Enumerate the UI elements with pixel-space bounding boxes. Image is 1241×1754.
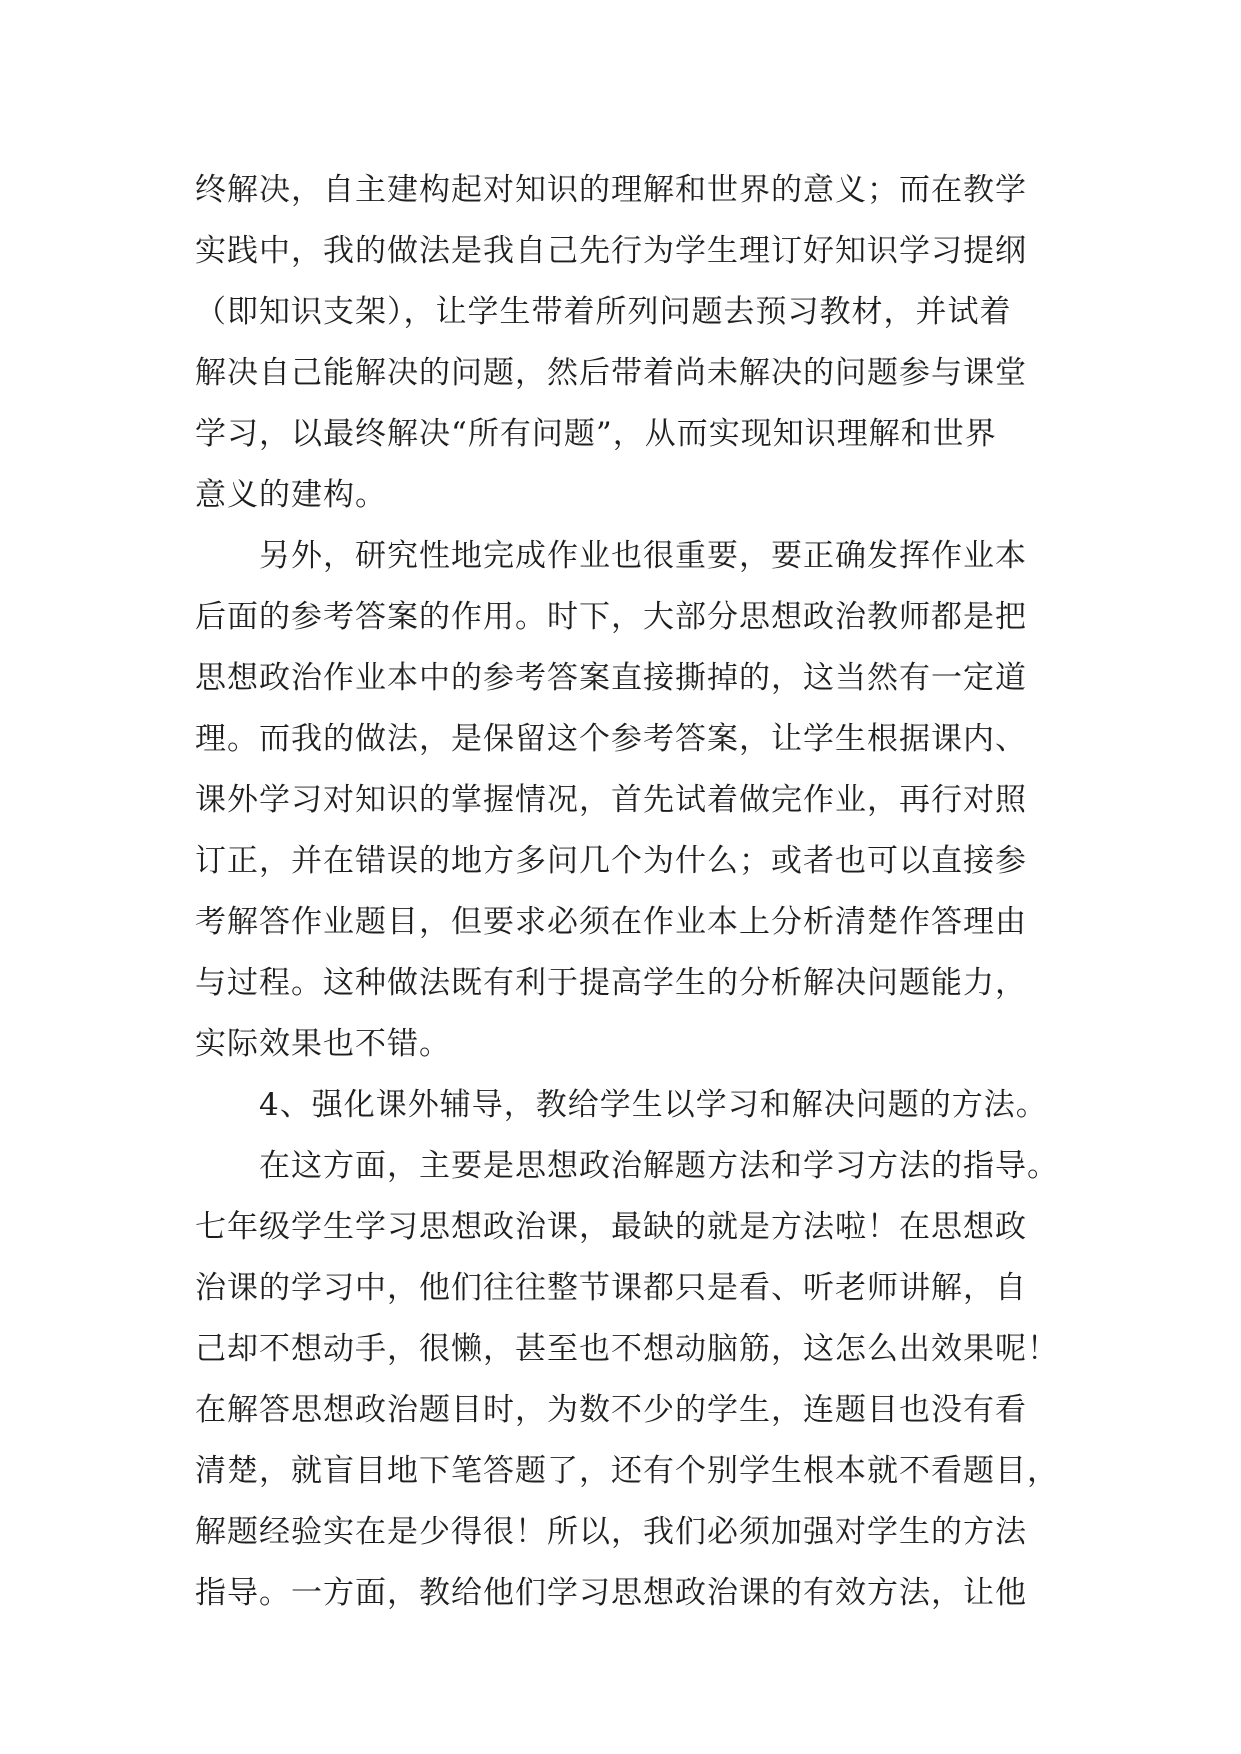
text-line: 与过程。这种做法既有利于提高学生的分析解决问题能力， bbox=[195, 965, 1027, 1001]
section-heading: 4、强化课外辅导，教给学生以学习和解决问题的方法。 bbox=[195, 1087, 1048, 1123]
text-line: 课外学习对知识的掌握情况，首先试着做完作业，再行对照 bbox=[195, 782, 1027, 818]
body-text bbox=[195, 160, 1059, 1624]
text-line: 另外，研究性地完成作业也很重要，要正确发挥作业本 bbox=[195, 538, 1027, 574]
text-line: 治课的学习中，他们往往整节课都只是看、听老师讲解，自 bbox=[195, 1270, 1027, 1306]
text-line: 解题经验实在是少得很！所以，我们必须加强对学生的方法 bbox=[195, 1514, 1027, 1550]
text-line: 学习，以最终解决“所有问题”，从而实现知识理解和世界 bbox=[195, 416, 997, 452]
text-line: 在解答思想政治题目时，为数不少的学生，连题目也没有看 bbox=[195, 1392, 1027, 1428]
text-line: （即知识支架），让学生带着所列问题去预习教材，并试着 bbox=[195, 294, 1012, 330]
text-line: 理。而我的做法，是保留这个参考答案，让学生根据课内、 bbox=[195, 721, 1027, 757]
text-line: 在这方面，主要是思想政治解题方法和学习方法的指导。 bbox=[195, 1148, 1059, 1184]
text-line: 思想政治作业本中的参考答案直接撕掉的，这当然有一定道 bbox=[195, 660, 1027, 696]
text-line: 解决自己能解决的问题，然后带着尚未解决的问题参与课堂 bbox=[195, 355, 1027, 391]
text-line: 实践中，我的做法是我自己先行为学生理订好知识学习提纲 bbox=[195, 233, 1027, 269]
text-line: 指导。一方面，教给他们学习思想政治课的有效方法，让他 bbox=[195, 1575, 1027, 1611]
text-line: 终解决，自主建构起对知识的理解和世界的意义；而在教学 bbox=[195, 172, 1027, 208]
text-line: 实际效果也不错。 bbox=[195, 1026, 451, 1062]
text-line: 考解答作业题目，但要求必须在作业本上分析清楚作答理由 bbox=[195, 904, 1027, 940]
text-line: 订正，并在错误的地方多问几个为什么；或者也可以直接参 bbox=[195, 843, 1027, 879]
text-line: 清楚，就盲目地下笔答题了，还有个别学生根本就不看题目， bbox=[195, 1453, 1059, 1489]
text-line: 己却不想动手，很懒，甚至也不想动脑筋，这怎么出效果呢！ bbox=[195, 1331, 1059, 1367]
text-line: 后面的参考答案的作用。时下，大部分思想政治教师都是把 bbox=[195, 599, 1027, 635]
text-line: 七年级学生学习思想政治课，最缺的就是方法啦！在思想政 bbox=[195, 1209, 1027, 1245]
text-line: 意义的建构。 bbox=[195, 477, 387, 513]
